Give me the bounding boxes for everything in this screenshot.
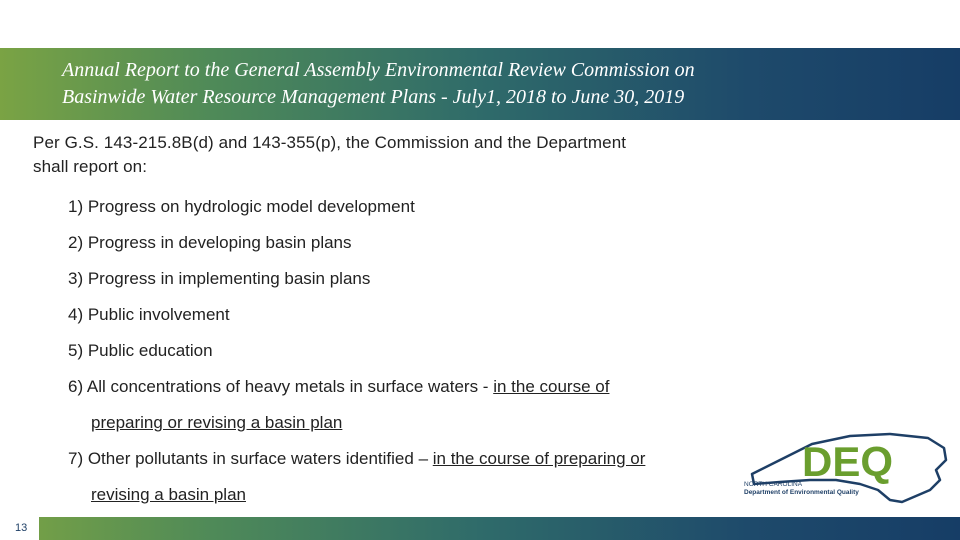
list-item-7: [68, 441, 768, 477]
intro-paragraph: [33, 131, 753, 179]
deq-state-text: NORTH CAROLINA: [744, 481, 803, 488]
deq-department-text: Department of Environmental Quality: [744, 489, 859, 496]
list-item-3: 3) Progress in implementing basin plans: [68, 269, 371, 288]
list-item-7-underlined-2: revising a basin plan: [91, 485, 246, 504]
slide-title-line-2: Basinwide Water Resource Management Plans - July1, 2018 to June 30, 2019: [62, 86, 685, 108]
page-number: 13: [15, 522, 28, 534]
deq-brand-text: DEQ: [802, 438, 894, 485]
list-item-6: [68, 369, 768, 405]
slide-title: [62, 57, 922, 111]
list-item-7-text: 7) Other pollutants in surface waters identified –: [68, 449, 433, 468]
list-item-1: 1) Progress on hydrologic model development: [68, 197, 415, 216]
list-item-5: 5) Public education: [68, 341, 213, 360]
list-item-6-continued: [68, 405, 768, 441]
report-items-list: [68, 189, 768, 513]
intro-line-1: Per G.S. 143-215.8B(d) and 143-355(p), the Commission and the Department: [33, 133, 627, 152]
footer-bar: [0, 517, 960, 540]
slide-title-line-1: Annual Report to the General Assembly Environmental Review Commission on: [62, 59, 695, 81]
intro-line-2: shall report on:: [33, 157, 148, 176]
page-number-box: [0, 517, 39, 540]
list-item-6-text: 6) All concentrations of heavy metals in surface waters -: [68, 377, 494, 396]
list-item-6-underlined-2: preparing or revising a basin plan: [91, 413, 343, 432]
list-item-7-continued: [68, 477, 768, 513]
list-item-2: 2) Progress in developing basin plans: [68, 233, 352, 252]
list-item-4: 4) Public involvement: [68, 305, 230, 324]
deq-logo: [740, 430, 950, 510]
title-banner: [0, 48, 960, 120]
list-item-6-underlined: in the course of: [493, 377, 610, 396]
list-item-7-underlined: in the course of preparing or: [432, 449, 646, 468]
